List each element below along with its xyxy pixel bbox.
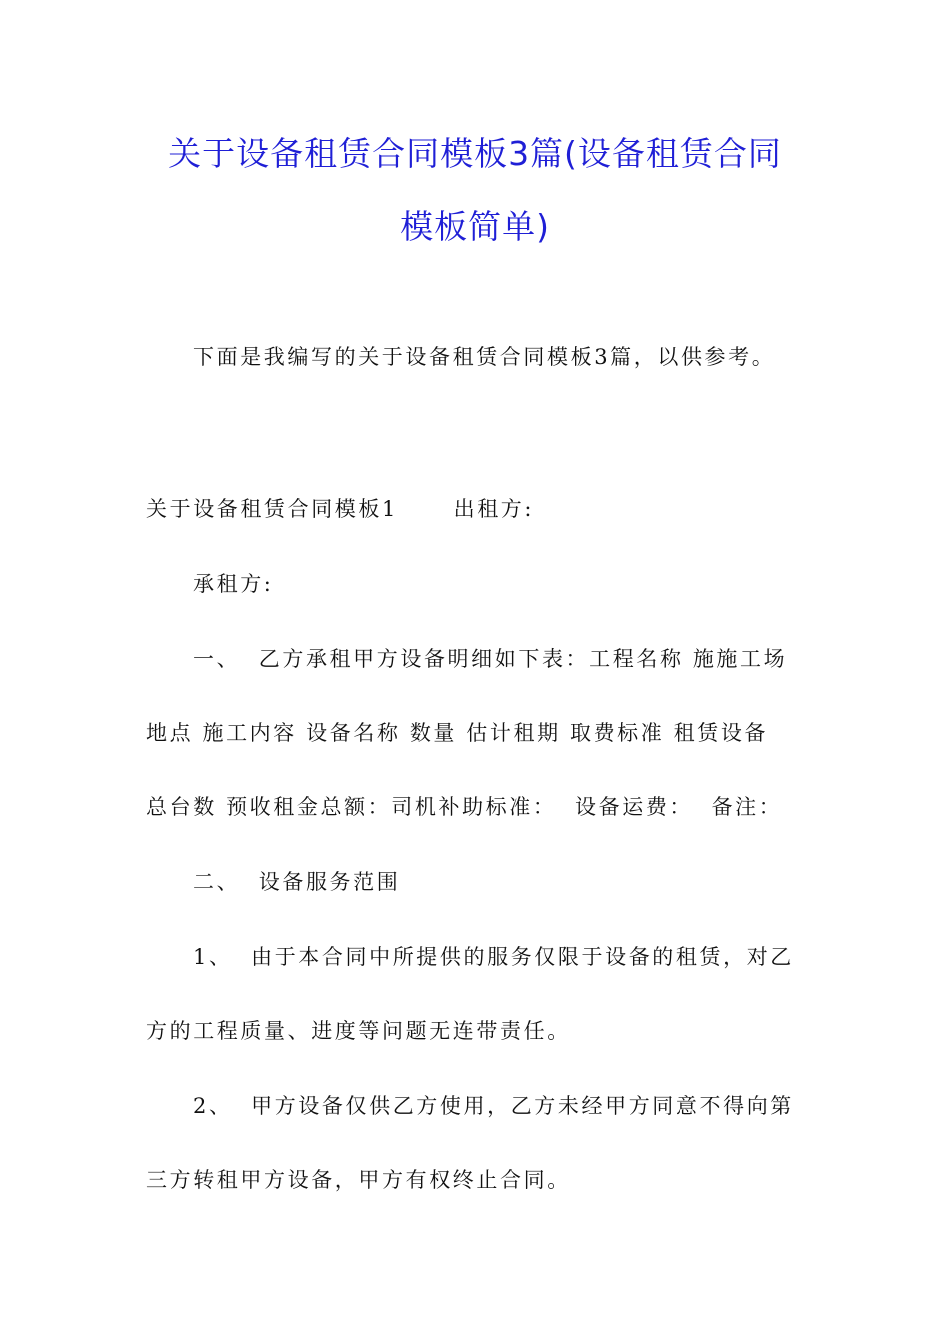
section-heading-lessor: 关于设备租赁合同模板1 出租方: bbox=[146, 497, 535, 521]
clause-1-line-1: 一、 乙方承租甲方设备明细如下表：工程名称 施施工场 bbox=[193, 647, 788, 671]
item-2-line-2: 三方转租甲方设备，甲方有权终止合同。 bbox=[146, 1168, 571, 1192]
item-2-line-1: 2、 甲方设备仅供乙方使用，乙方未经甲方同意不得向第 bbox=[193, 1094, 794, 1118]
clause-1-line-3: 总台数 预收租金总额：司机补助标准： 设备运费： 备注： bbox=[146, 795, 783, 819]
item-1-line-2: 方的工程质量、进度等问题无连带责任。 bbox=[146, 1019, 571, 1043]
document-title-line-2: 模板简单) bbox=[400, 207, 550, 246]
lessee-line: 承租方: bbox=[193, 572, 274, 596]
item-1-line-1: 1、 由于本合同中所提供的服务仅限于设备的租赁，对乙 bbox=[193, 945, 794, 969]
document-title-line-1: 关于设备租赁合同模板3篇(设备租赁合同 bbox=[168, 134, 782, 173]
clause-1-line-2: 地点 施工内容 设备名称 数量 估计租期 取费标准 租赁设备 bbox=[146, 721, 769, 745]
intro-paragraph: 下面是我编写的关于设备租赁合同模板3篇，以供参考。 bbox=[193, 345, 776, 369]
clause-2-heading: 二、 设备服务范围 bbox=[193, 870, 401, 894]
